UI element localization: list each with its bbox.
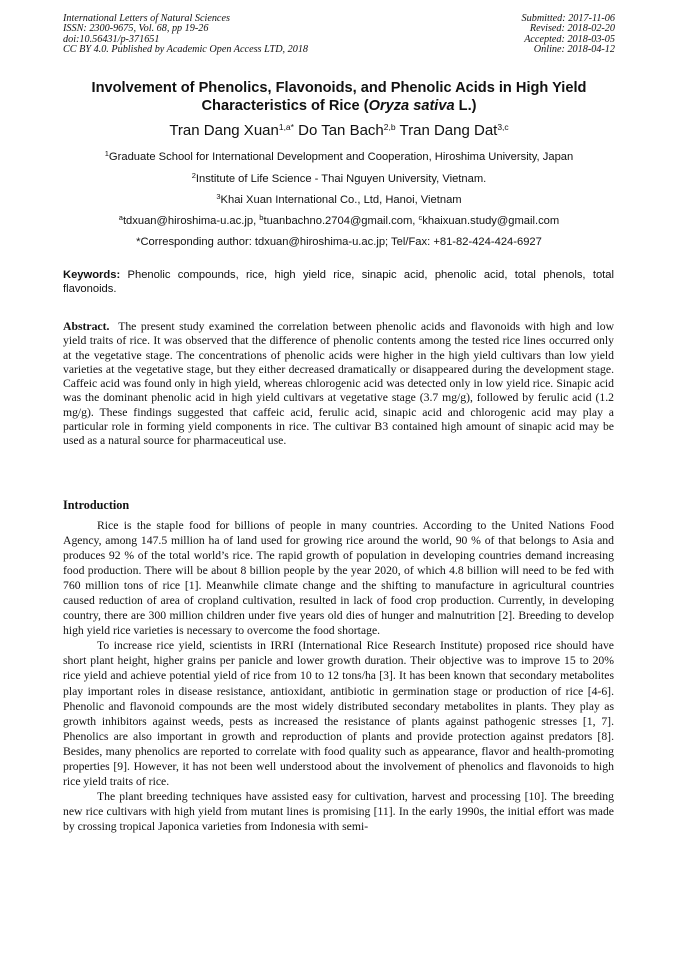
species-name: Oryza sativa [368, 97, 455, 114]
email-mark: c [418, 213, 423, 222]
journal-doi: doi:10.56431/p-371651 [63, 33, 160, 45]
email-link[interactable]: khaixuan.study@gmail.com [422, 215, 560, 227]
abstract-text: The present study examined the correlation between phenolic acids and flavonoids with high and low yield traits of rice. It was observed that the difference of phenolic contents among the tested rice lines occurred only at the vegetative stage. The concentrations of phenolic acids were higher in the high yield cultivars than low yield varieties at the vegetative stage, but they either decreased dramatically or disappeared during the development stage. Caffeic acid was found only in high yield, whereas chlorogenic acid was detected only in low yield rice. Sinapic acid was the dominant phenolic acid in high yield cultivars at vegetative stage (3.7 mg/g), followed by ferulic acid (1.2 mg/g). These findings suggested that caffeic acid, ferulic acid, sinapic acid and chlorogenic acid may play a particular role in forming yield components in rice. The cultivar B3 contained high amount of sinapic acid may be used as a natural source for pharmaceutical use. [63, 320, 615, 448]
affiliation-text: Graduate School for International Development and Cooperation, Hiroshima University, Japan [108, 151, 574, 163]
email-link[interactable]: tdxuan@hiroshima-u.ac.jp, [122, 215, 260, 227]
author-name: Do Tan Bach [298, 122, 384, 139]
email-list [0, 214, 678, 228]
affiliation-2 [0, 172, 678, 186]
date-submitted: Submitted: 2017-11-06 [521, 13, 615, 24]
title-suffix: L.) [454, 97, 477, 114]
paper-title [40, 80, 638, 115]
email-mark: a [118, 213, 123, 222]
journal-issn: ISSN: 2300-9675, Vol. 68, pp 19-26 [63, 23, 209, 35]
author-affiliation-mark: 3,c [497, 122, 509, 132]
journal-name: International Letters of Natural Sciences [63, 13, 230, 24]
paragraph: The plant breeding techniques have assisted easy for cultivation, harvest and processing [10]. The breeding new rice cultivars with high yield from mutant lines is promising [11]. In the early 1990s, the initial effort was made by crossing tropical Japonica varieties from Indonesia with semi- [63, 789, 614, 833]
title-prefix: Characteristics of Rice ( [201, 97, 369, 114]
keywords-text: Phenolic compounds, rice, high yield rice, sinapic acid, phenolic acid, total phenols, total flavonoids. [63, 269, 614, 296]
keywords-block [63, 268, 614, 297]
introduction-body [63, 518, 614, 834]
journal-info [63, 14, 308, 56]
affiliation-text: Khai Xuan International Co., Ltd, Hanoi, Vietnam [220, 194, 462, 206]
affiliation-1 [0, 150, 678, 164]
submission-dates [522, 14, 615, 56]
affiliation-mark: 1 [104, 149, 109, 158]
corresponding-author: *Corresponding author: tdxuan@hiroshima-u.ac.jp; Tel/Fax: +81-82-424-424-6927 [136, 236, 542, 248]
author-affiliation-mark: 2,b [383, 122, 396, 132]
affiliation-mark: 2 [191, 171, 196, 180]
date-accepted: Accepted: 2018-03-05 [524, 33, 615, 45]
author-list [0, 122, 678, 140]
abstract-block [63, 320, 614, 449]
title-line-2 [40, 98, 638, 116]
abstract-label: Abstract. [63, 320, 110, 333]
affiliation-3 [0, 193, 678, 207]
affiliation-mark: 3 [216, 192, 221, 201]
author-name: Tran Dang Xuan [169, 122, 279, 139]
date-revised: Revised: 2018-02-20 [529, 23, 615, 35]
paragraph: Rice is the staple food for billions of people in many countries. According to the United Nations Food Agency, among 147.5 million ha of land used for growing rice around the world, 90 % of that belongs to Asia and produces 92 % of the total world’s rice. The rapid growth of population in developing countries demand increasing food production. There will be about 8 billion people by the year 2020, of which 4.8 billion will need to be fed with 760 million tons of rice [1]. Meanwhile climate change and the shifting to manufacture in agricultural countries caused reduction of area of cropland cultivation, resulted in lack of food crop production. Currently, in developing country, there are 300 million children under five years old dies of hunger and malnutrition [2]. Breeding to develop high yield rice varieties is necessary to overcome the food shortage. [63, 519, 614, 638]
affiliation-text: Institute of Life Science - Thai Nguyen University, Vietnam. [195, 173, 487, 185]
email-link[interactable]: tuanbachno.2704@gmail.com, [263, 215, 419, 227]
section-heading: Introduction [63, 498, 130, 512]
author-affiliation-mark: 1,a* [278, 122, 294, 132]
journal-license: CC BY 4.0. Published by Academic Open Access LTD, 2018 [63, 44, 309, 56]
date-online: Online: 2018-04-12 [533, 44, 615, 56]
author-name: Tran Dang Dat [399, 122, 498, 139]
paragraph: To increase rice yield, scientists in IRRI (International Rice Research Institute) proposed rice should have short plant height, higher grains per panicle and lower growth duration. Their objective was to improve 15 to 20% rice yield and achieve potential yield of rice from 10 to 12 tons/ha [3]. It has been known that secondary metabolites play important roles in disease resistance, antioxidant, antibiotic in germination stage or production of rice [4-6]. Phenolic and flavonoid compounds are the most widely distributed secondary metabolites in plants. They play as growth inhibitors against weeds, pests as increased the resistance of plants against pathogenic stresses [1, 7]. Phenolics are also important in growth and reproduction of plants and provide protection against predators [8]. Besides, many phenolics are reported to correlate with food quality such as appearance, flavor and health-promoting properties [9]. However, it has not been well understood about the involvement of phenolics and flavonoids to high rice yield traits of rice. [63, 639, 614, 788]
keywords-label: Keywords: [63, 269, 121, 281]
email-mark: b [259, 213, 264, 222]
title-line-1: Involvement of Phenolics, Flavonoids, and Phenolic Acids in High Yield [91, 80, 587, 96]
